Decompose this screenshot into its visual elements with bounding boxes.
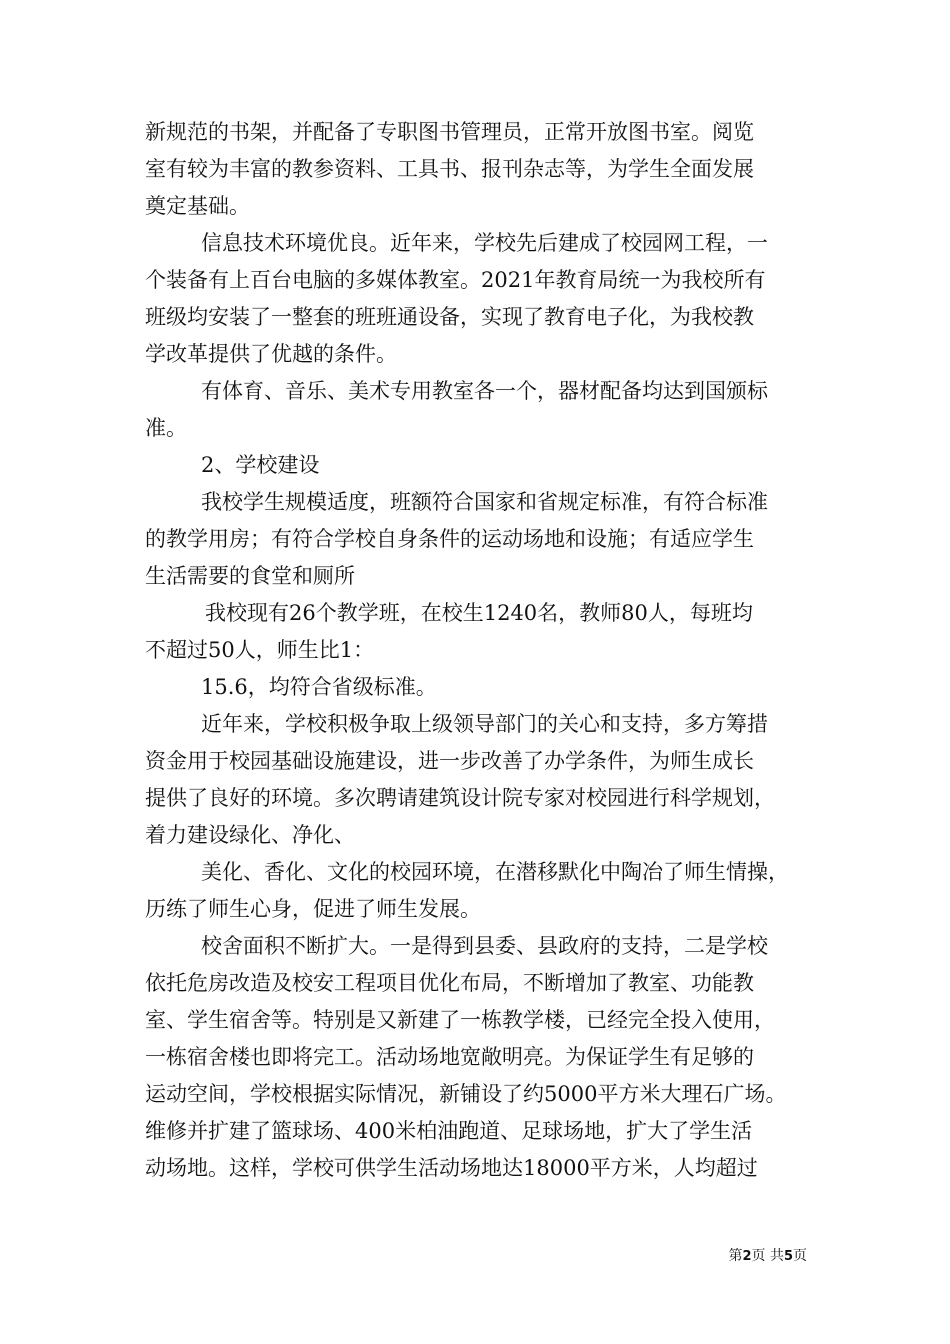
text-line: 依托危房改造及校安工程项目优化布局，不断增加了教室、功能教 — [145, 971, 754, 995]
text-line: 2、学校建设 — [201, 453, 320, 477]
text-line: 校舍面积不断扩大。一是得到县委、县政府的支持，二是学校 — [201, 934, 768, 958]
text-line: 我校现有26个教学班，在校生1240名，教师80人，每班均 — [205, 601, 753, 625]
text-line: 室、学生宿舍等。特别是又新建了一栋教学楼，已经完全投入使用， — [145, 1008, 775, 1032]
text-line: 维修并扩建了篮球场、400米柏油跑道、足球场地，扩大了学生活 — [145, 1119, 753, 1143]
page-footer — [728, 1247, 807, 1266]
text-line: 近年来，学校积极争取上级领导部门的关心和支持，多方筹措 — [201, 712, 768, 736]
text-line: 奠定基础。 — [145, 194, 250, 218]
total-page-number: 5 — [783, 1249, 793, 1264]
text-line: 准。 — [145, 416, 187, 440]
text-line: 历练了师生心身，促进了师生发展。 — [145, 897, 481, 921]
text-line: 学改革提供了优越的条件。 — [145, 342, 397, 366]
document-body — [145, 114, 825, 1187]
text-line: 生活需要的食堂和厕所 — [145, 564, 355, 588]
text-line: 提供了良好的环境。多次聘请建筑设计院专家对校园进行科学规划， — [145, 786, 775, 810]
text-line: 运动空间，学校根据实际情况，新铺设了约5000平方米大理石广场。 — [145, 1082, 787, 1106]
text-line: 着力建设绿化、净化、 — [145, 823, 355, 847]
text-line: 15.6，均符合省级标准。 — [201, 675, 437, 699]
text-line: 的教学用房；有符合学校自身条件的运动场地和设施；有适应学生 — [145, 527, 754, 551]
text-line: 资金用于校园基础设施建设，进一步改善了办学条件，为师生成长 — [145, 749, 754, 773]
text-line: 有体育、音乐、美术专用教室各一个，器材配备均达到国颁标 — [201, 379, 768, 403]
text-line: 美化、香化、文化的校园环境，在潜移默化中陶冶了师生情操， — [201, 860, 789, 884]
text-line: 动场地。这样，学校可供学生活动场地达18000平方米，人均超过 — [145, 1156, 758, 1180]
text-line: 室有较为丰富的教参资料、工具书、报刊杂志等，为学生全面发展 — [145, 157, 754, 181]
footer-suffix: 页 — [793, 1248, 807, 1264]
text-line: 班级均安装了一整套的班班通设备，实现了教育电子化，为我校教 — [145, 305, 754, 329]
text-line: 信息技术环境优良。近年来，学校先后建成了校园网工程，一 — [201, 231, 768, 255]
current-page-number: 2 — [742, 1249, 752, 1264]
text-line: 不超过50人，师生比1： — [145, 638, 375, 662]
footer-middle: 页 共 — [751, 1248, 784, 1264]
text-line: 个装备有上百台电脑的多媒体教室。2021年教育局统一为我校所有 — [145, 268, 766, 292]
text-line: 我校学生规模适度，班额符合国家和省规定标准，有符合标准 — [201, 490, 768, 514]
text-line: 新规范的书架，并配备了专职图书管理员，正常开放图书室。阅览 — [145, 120, 754, 144]
footer-prefix: 第 — [728, 1248, 743, 1264]
text-line: 一栋宿舍楼也即将完工。活动场地宽敞明亮。为保证学生有足够的 — [145, 1045, 754, 1069]
